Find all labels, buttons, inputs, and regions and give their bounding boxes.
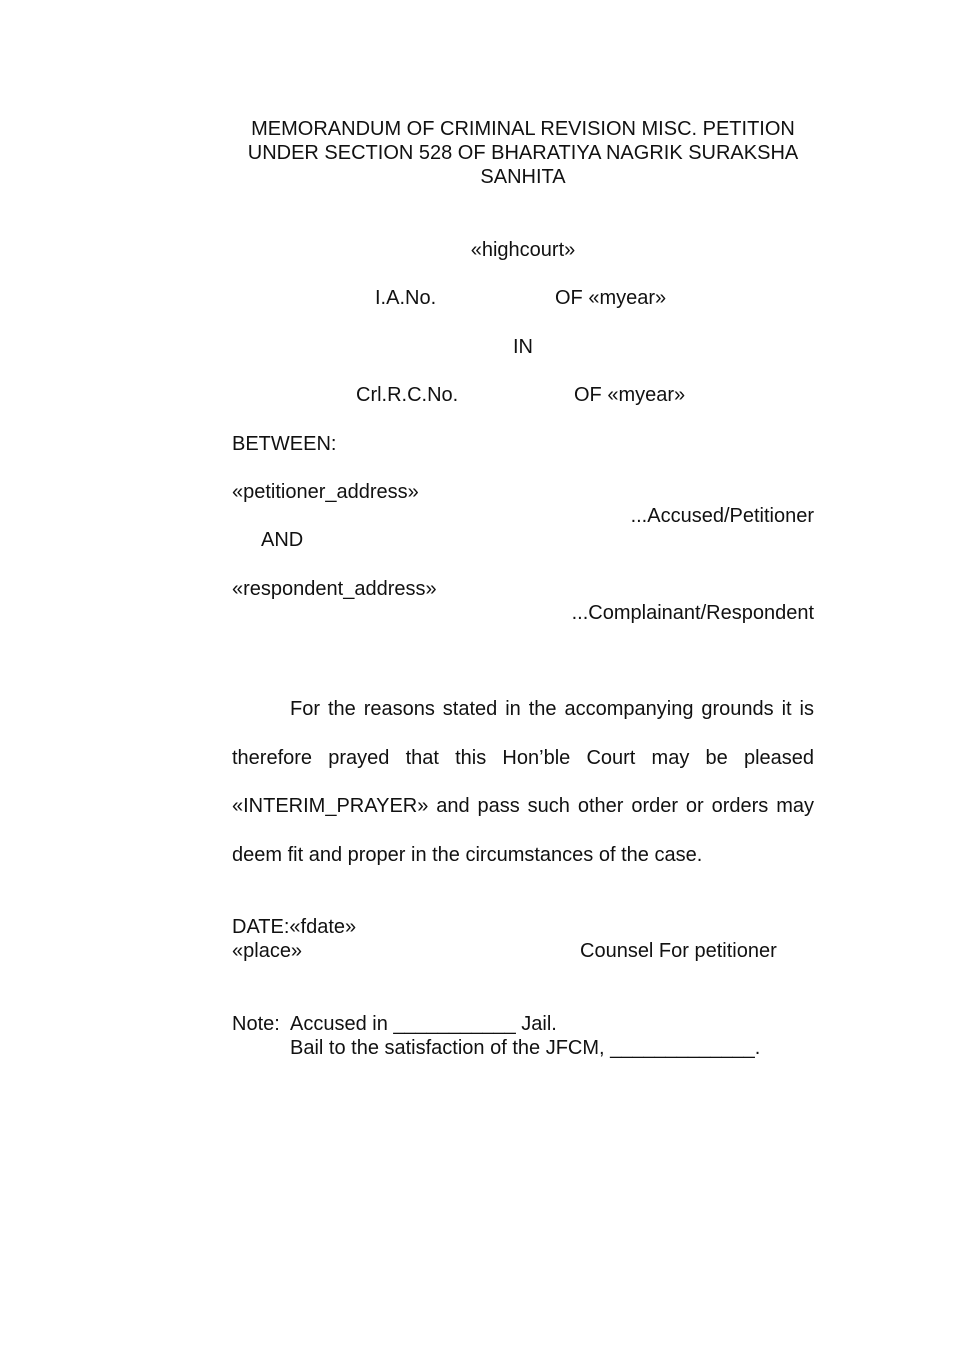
respondent-address: «respondent_address» <box>232 578 437 600</box>
prayer-paragraph: For the reasons stated in the accompanying grounds it is therefore prayed that this Hon’ble Court may be pleased «INTERIM_PRAYER» and pass such other order or orders may deem fit and proper in the circumstances of the case. <box>232 698 814 866</box>
ia-year: OF «myear» <box>555 287 667 309</box>
in-text: IN <box>513 336 533 358</box>
court-name: «highcourt» <box>470 239 576 261</box>
between-heading: BETWEEN: <box>232 433 337 455</box>
document-title <box>232 117 814 189</box>
petitioner-role: ...Accused/Petitioner <box>630 505 814 527</box>
counsel-signature-label: Counsel For petitioner <box>580 940 777 962</box>
title-line-1: MEMORANDUM OF CRIMINAL REVISION MISC. PETITION <box>251 118 795 140</box>
ia-number-label: I.A.No. <box>375 287 437 309</box>
and-text: AND <box>261 529 304 551</box>
respondent-role: ...Complainant/Respondent <box>571 602 814 624</box>
crl-year: OF «myear» <box>574 384 686 406</box>
note-label: Note: <box>232 1013 280 1035</box>
title-line-3: SANHITA <box>480 166 566 188</box>
note-bail-line: Bail to the satisfaction of the JFCM, _____________. <box>290 1037 761 1059</box>
place-line: «place» <box>232 940 303 962</box>
note-jail-line: Accused in ___________ Jail. <box>290 1013 557 1035</box>
title-line-2: UNDER SECTION 528 OF BHARATIYA NAGRIK SURAKSHA <box>247 142 799 164</box>
petitioner-address: «petitioner_address» <box>232 481 419 503</box>
date-line: DATE:«fdate» <box>232 916 357 938</box>
crl-number-label: Crl.R.C.No. <box>356 384 459 406</box>
